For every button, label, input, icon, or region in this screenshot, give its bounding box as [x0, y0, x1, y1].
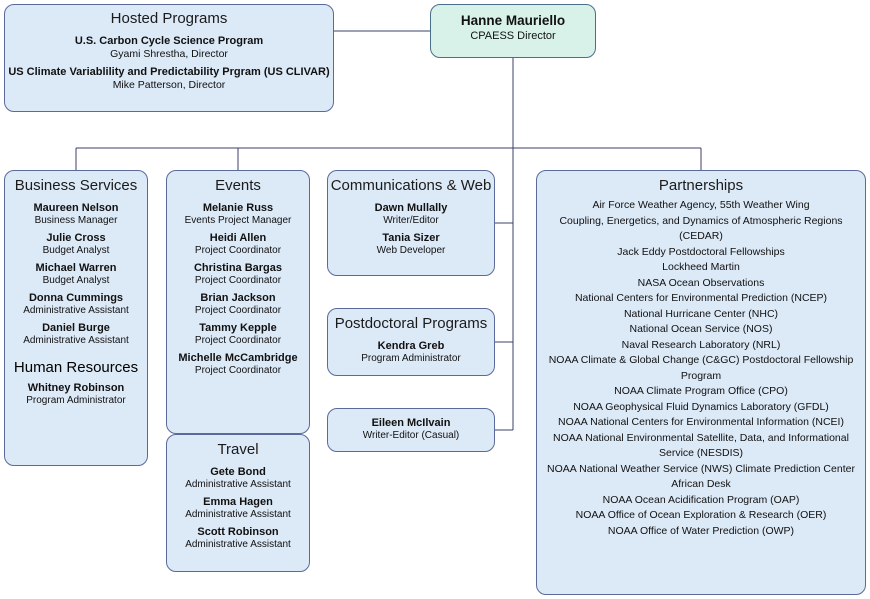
director-box	[430, 4, 596, 58]
human-resources-title: Human Resources	[13, 359, 139, 376]
partnership-item: NASA Ocean Observations	[637, 276, 765, 289]
person-role: Events Project Manager	[184, 215, 292, 226]
person	[167, 526, 309, 551]
person	[167, 292, 309, 317]
person-name: Daniel Burge	[42, 322, 110, 334]
person-role: Program Administrator	[361, 353, 461, 364]
person-role: Business Manager	[34, 215, 118, 226]
person-name: Michelle McCambridge	[178, 352, 298, 364]
person-role: Administrative Assistant	[185, 539, 291, 550]
partnership-item: National Centers for Environmental Prediction (NCEP)	[574, 292, 828, 304]
person-name: Scott Robinson	[197, 526, 279, 538]
communications-box	[327, 170, 495, 276]
hosted-programs-box	[4, 4, 334, 112]
partnership-item: NOAA Climate & Global Change (C&GC) Postdoctoral Fellowship Program	[548, 354, 854, 382]
partnership-item: Air Force Weather Agency, 55th Weather Wing	[592, 199, 810, 211]
director-name: Hanne Mauriello	[460, 13, 566, 28]
person-name: Heidi Allen	[209, 232, 267, 244]
partnership-item: National Ocean Service (NOS)	[629, 323, 773, 335]
partnerships-box	[536, 170, 866, 595]
person-role: Project Coordinator	[194, 275, 282, 286]
person-role: Project Coordinator	[194, 335, 282, 346]
person-role: Budget Analyst	[42, 245, 110, 256]
person-role: Program Administrator	[26, 395, 126, 406]
person-name: Tania Sizer	[382, 232, 440, 244]
partnership-item: Coupling, Energetics, and Dynamics of Atmospheric Regions (CEDAR)	[559, 214, 843, 242]
person-role: Project Coordinator	[194, 245, 282, 256]
partnership-item: Naval Research Laboratory (NRL)	[621, 338, 781, 351]
person-role: Administrative Assistant	[185, 509, 291, 520]
person	[5, 232, 147, 257]
business-services-title: Business Services	[14, 177, 138, 194]
person-name: Tammy Kepple	[199, 322, 277, 334]
partnerships-title: Partnerships	[658, 177, 744, 194]
person-name: Julie Cross	[46, 232, 106, 244]
partnership-item: NOAA Climate Program Office (CPO)	[614, 385, 788, 397]
events-box	[166, 170, 310, 434]
partnership-item: NOAA National Weather Service (NWS) Climate Prediction Center African Desk	[547, 462, 855, 490]
person-name: Christina Bargas	[193, 262, 283, 274]
person	[328, 232, 494, 257]
person-role: Writer-Editor (Casual)	[362, 430, 460, 441]
partnership-item: Jack Eddy Postdoctoral Fellowships	[617, 245, 785, 258]
person-role: Administrative Assistant	[23, 305, 129, 316]
partnership-item: NOAA Ocean Acidification Program (OAP)	[602, 493, 800, 506]
person-name: Melanie Russ	[202, 202, 274, 214]
person	[167, 232, 309, 257]
partnership-item: Lockheed Martin	[662, 261, 740, 273]
travel-title: Travel	[217, 441, 259, 458]
hosted-program-role: Gyami Shrestha, Director	[110, 48, 228, 60]
hosted-program-name: US Climate Variablility and Predictability Prgram (US CLIVAR)	[8, 66, 330, 78]
person-role: Project Coordinator	[194, 305, 282, 316]
person	[328, 202, 494, 227]
person-role: Administrative Assistant	[23, 335, 129, 346]
hosted-program-item	[5, 65, 333, 92]
person	[328, 417, 494, 442]
director-role: CPAESS Director	[470, 30, 556, 42]
person-name: Dawn Mullally	[374, 202, 448, 214]
casual-staff-box	[327, 408, 495, 452]
events-title: Events	[215, 177, 261, 194]
person	[5, 262, 147, 287]
person-role: Project Coordinator	[194, 365, 282, 376]
person	[5, 292, 147, 317]
partnership-item: NOAA Office of Water Prediction (OWP)	[607, 524, 795, 537]
person	[5, 382, 147, 407]
communications-title: Communications & Web	[330, 177, 492, 194]
person-name: Kendra Greb	[377, 340, 445, 352]
person	[167, 202, 309, 227]
postdoctoral-programs-title: Postdoctoral Programs	[334, 315, 488, 332]
person-name: Michael Warren	[35, 262, 117, 274]
person-name: Emma Hagen	[203, 496, 273, 508]
person	[328, 340, 494, 365]
person-name: Gete Bond	[210, 466, 266, 478]
person-role: Web Developer	[376, 245, 446, 256]
person-role: Administrative Assistant	[185, 479, 291, 490]
postdoctoral-programs-box	[327, 308, 495, 376]
person	[167, 322, 309, 347]
person	[5, 322, 147, 347]
hosted-program-role: Mike Patterson, Director	[112, 79, 226, 91]
partnership-item: NOAA National Centers for Environmental Information (NCEI)	[558, 416, 844, 428]
person-name: Donna Cummings	[28, 292, 124, 304]
hosted-program-item	[5, 34, 333, 61]
partnership-item: National Hurricane Center (NHC)	[623, 307, 779, 320]
person	[5, 202, 147, 227]
person-name: Whitney Robinson	[27, 382, 125, 394]
travel-box	[166, 434, 310, 572]
partnership-item: NOAA Geophysical Fluid Dynamics Laboratory (GFDL)	[573, 400, 829, 413]
person-role: Writer/Editor	[383, 215, 439, 226]
partnership-item: NOAA Office of Ocean Exploration & Research (OER)	[575, 509, 827, 521]
person	[167, 262, 309, 287]
person-name: Brian Jackson	[200, 292, 276, 304]
hosted-program-name: U.S. Carbon Cycle Science Program	[74, 35, 264, 47]
person	[167, 352, 309, 377]
partnership-item: NOAA National Environmental Satellite, Data, and Informational Service (NESDIS)	[553, 431, 849, 459]
hosted-programs-title: Hosted Programs	[110, 10, 228, 27]
person	[167, 496, 309, 521]
business-services-box	[4, 170, 148, 466]
person-role: Budget Analyst	[42, 275, 110, 286]
person	[167, 466, 309, 491]
person-name: Maureen Nelson	[33, 202, 119, 214]
person-name: Eileen McIlvain	[371, 417, 451, 429]
